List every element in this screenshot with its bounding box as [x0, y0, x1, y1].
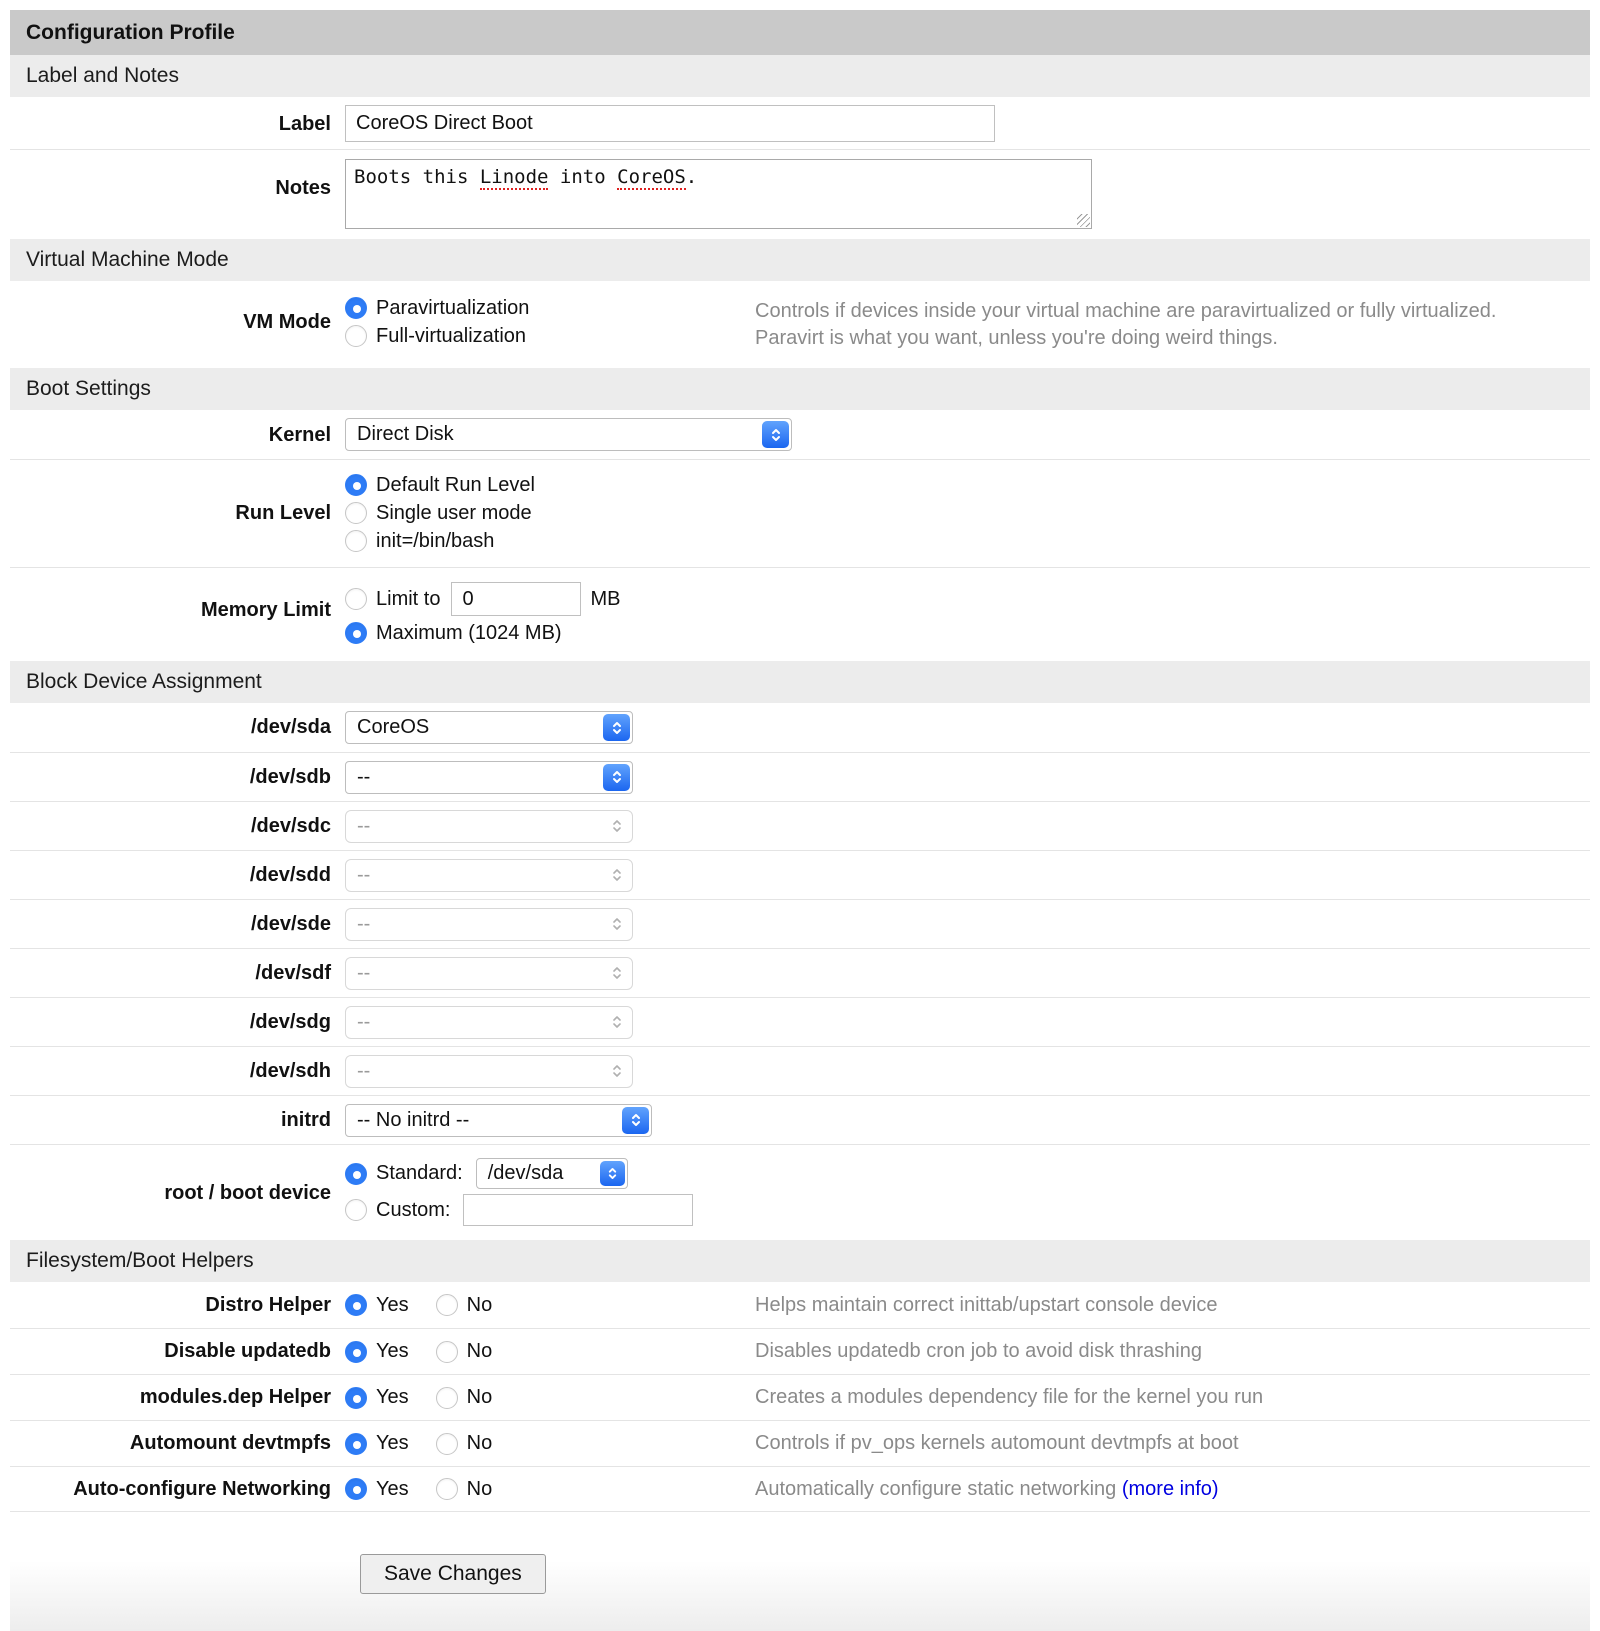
device-row-sdg	[10, 997, 1590, 1046]
notes-text: into	[548, 166, 618, 188]
single-user-mode-radio[interactable]	[345, 502, 367, 524]
helper-row-updatedb	[10, 1328, 1590, 1374]
device-row-sdd	[10, 850, 1590, 899]
dev-sdb-label: /dev/sdb	[249, 765, 331, 788]
dev-sde-label: /dev/sde	[250, 912, 331, 935]
select-spinner-icon	[762, 421, 789, 448]
yes-label: Yes	[376, 1432, 409, 1454]
kernel-select-value: Direct Disk	[357, 423, 454, 445]
section-heading: Label and Notes	[26, 64, 179, 87]
default-run-level-radio[interactable]	[345, 474, 367, 496]
paravirtualization-radio[interactable]	[345, 297, 367, 319]
yes-label: Yes	[376, 1293, 409, 1316]
disable-updatedb-yes-radio[interactable]	[345, 1341, 367, 1363]
dev-sdd-select-value: --	[357, 863, 371, 886]
single-user-mode-label: Single user mode	[376, 501, 532, 524]
select-spinner-icon	[622, 1107, 649, 1134]
kernel-label: Kernel	[268, 424, 331, 446]
section-heading: Virtual Machine Mode	[26, 248, 229, 271]
auto-configure-networking-label: Auto-configure Networking	[73, 1477, 331, 1500]
distro-helper-no-radio[interactable]	[436, 1294, 458, 1316]
textarea-resize-grip[interactable]	[1077, 214, 1090, 227]
dev-sdc-select	[345, 810, 633, 843]
select-spinner-icon	[603, 1009, 630, 1036]
section-heading: Filesystem/Boot Helpers	[26, 1249, 254, 1272]
dev-sdb-select[interactable]	[345, 761, 633, 794]
select-spinner-icon	[603, 911, 630, 938]
dev-sda-select-value: CoreOS	[357, 716, 430, 738]
auto-configure-networking-yes-radio[interactable]	[345, 1478, 367, 1500]
notes-text: Boots this	[354, 166, 480, 188]
disable-updatedb-no-radio[interactable]	[436, 1341, 458, 1363]
kernel-select[interactable]	[345, 418, 792, 451]
modules-dep-yes-radio[interactable]	[345, 1387, 367, 1409]
vm-mode-help	[755, 294, 1590, 352]
memory-limit-label: Memory Limit	[200, 599, 331, 621]
save-changes-button[interactable]: Save Changes	[360, 1554, 546, 1594]
init-bin-bash-label: init=/bin/bash	[376, 529, 495, 552]
device-row-sde	[10, 899, 1590, 948]
dev-sde-select	[345, 908, 633, 941]
notes-misspelled-word: CoreOS	[617, 166, 686, 188]
distro-helper-yes-radio[interactable]	[345, 1294, 367, 1316]
automount-devtmpfs-help: Controls if pv_ops kernels automount devtmpfs at boot	[755, 1432, 1239, 1454]
select-spinner-icon	[603, 714, 630, 741]
helper-row-distro	[10, 1282, 1590, 1328]
dev-sdh-label: /dev/sdh	[249, 1059, 331, 1082]
helper-row-devtmpfs	[10, 1420, 1590, 1466]
custom-device-radio[interactable]	[345, 1199, 367, 1221]
dev-sdh-select-value: --	[357, 1059, 371, 1082]
section-label-and-notes	[10, 55, 1590, 97]
configuration-profile-page	[10, 10, 1590, 1631]
vm-mode-row	[10, 281, 1590, 368]
notes-field-label: Notes	[275, 177, 331, 199]
auto-configure-networking-help	[755, 1476, 1590, 1503]
initrd-label: initrd	[281, 1108, 331, 1131]
device-row-sdb	[10, 752, 1590, 801]
kernel-row	[10, 410, 1590, 459]
modules-dep-no-radio[interactable]	[436, 1387, 458, 1409]
helper-row-modules-dep	[10, 1374, 1590, 1420]
run-level-row	[10, 459, 1590, 567]
section-virtual-machine-mode	[10, 239, 1590, 281]
dev-sde-select-value: --	[357, 912, 371, 935]
limit-to-label: Limit to	[376, 587, 441, 610]
dev-sda-label: /dev/sda	[250, 716, 331, 738]
label-row	[10, 97, 1590, 149]
standard-device-radio[interactable]	[345, 1163, 367, 1185]
modules-dep-help: Creates a modules dependency file for the kernel you run	[755, 1386, 1264, 1408]
dev-sdg-label: /dev/sdg	[249, 1010, 331, 1033]
device-row-sda	[10, 703, 1590, 752]
memory-limit-input[interactable]	[451, 582, 581, 616]
modules-dep-helper-label: modules.dep Helper	[139, 1386, 331, 1408]
section-heading: Block Device Assignment	[26, 670, 262, 693]
notes-misspelled-word: Linode	[479, 166, 549, 188]
root-boot-device-label: root / boot device	[164, 1182, 331, 1204]
select-spinner-icon	[603, 813, 630, 840]
standard-device-label: Standard:	[376, 1162, 463, 1184]
no-label: No	[466, 1340, 493, 1362]
init-bin-bash-radio[interactable]	[345, 530, 367, 552]
custom-device-input[interactable]	[463, 1194, 693, 1226]
standard-device-select-value: /dev/sda	[487, 1162, 564, 1184]
initrd-select[interactable]	[345, 1104, 652, 1137]
full-virtualization-radio[interactable]	[345, 325, 367, 347]
footer	[10, 1512, 1590, 1631]
memory-unit-label: MB	[590, 587, 621, 610]
dev-sdf-select-value: --	[357, 961, 371, 984]
device-row-sdh	[10, 1046, 1590, 1095]
dev-sdc-label: /dev/sdc	[250, 814, 331, 837]
root-boot-device-row	[10, 1144, 1590, 1240]
yes-label: Yes	[376, 1477, 409, 1500]
dev-sdg-select-value: --	[357, 1010, 371, 1033]
automount-devtmpfs-yes-radio[interactable]	[345, 1433, 367, 1455]
distro-helper-help: Helps maintain correct inittab/upstart console device	[755, 1293, 1218, 1316]
limit-to-radio[interactable]	[345, 588, 367, 610]
dev-sdg-select	[345, 1006, 633, 1039]
disable-updatedb-label: Disable updatedb	[164, 1340, 331, 1362]
run-level-label: Run Level	[235, 502, 331, 524]
full-virtualization-label: Full-virtualization	[376, 324, 527, 347]
auto-configure-networking-no-radio[interactable]	[436, 1478, 458, 1500]
distro-helper-label: Distro Helper	[205, 1293, 331, 1316]
default-run-level-label: Default Run Level	[376, 473, 535, 496]
dev-sdf-label: /dev/sdf	[255, 961, 331, 984]
paravirtualization-label: Paravirtualization	[376, 296, 530, 319]
dev-sdh-select	[345, 1055, 633, 1088]
maximum-memory-label: Maximum (1024 MB)	[376, 621, 562, 644]
section-boot-settings	[10, 368, 1590, 410]
notes-row	[10, 149, 1590, 239]
notes-textarea[interactable]	[345, 159, 1092, 229]
vm-mode-label: VM Mode	[243, 311, 331, 333]
vm-mode-help-line1: Controls if devices inside your virtual machine are paravirtualized or fully virtualized.	[755, 300, 1497, 322]
vm-mode-help-line2: Paravirt is what you want, unless you're doing weird things.	[755, 327, 1278, 349]
initrd-select-value: -- No initrd --	[357, 1108, 470, 1131]
disable-updatedb-help: Disables updatedb cron job to avoid disk thrashing	[755, 1340, 1202, 1362]
page-title-bar	[10, 10, 1590, 55]
maximum-memory-radio[interactable]	[345, 622, 367, 644]
dev-sdd-label: /dev/sdd	[249, 863, 331, 886]
no-label: No	[466, 1293, 493, 1316]
select-spinner-icon	[603, 1058, 630, 1085]
no-label: No	[466, 1432, 493, 1454]
device-row-sdf	[10, 948, 1590, 997]
helper-row-networking	[10, 1466, 1590, 1512]
select-spinner-icon	[603, 862, 630, 889]
dev-sdb-select-value: --	[357, 765, 371, 788]
page-title: Configuration Profile	[26, 20, 235, 44]
no-label: No	[466, 1386, 493, 1408]
device-row-sdc	[10, 801, 1590, 850]
select-spinner-icon	[603, 960, 630, 987]
dev-sda-select[interactable]	[345, 711, 633, 744]
more-info-link[interactable]: (more info)	[1121, 1477, 1219, 1500]
yes-label: Yes	[376, 1340, 409, 1362]
dev-sdc-select-value: --	[357, 814, 371, 837]
yes-label: Yes	[376, 1386, 409, 1408]
section-block-device-assignment	[10, 661, 1590, 703]
automount-devtmpfs-no-radio[interactable]	[436, 1433, 458, 1455]
notes-text: .	[685, 166, 698, 188]
auto-configure-networking-help-text: Automatically configure static networking	[755, 1477, 1122, 1500]
initrd-row	[10, 1095, 1590, 1144]
label-field-label: Label	[278, 113, 331, 135]
no-label: No	[466, 1477, 493, 1500]
label-input[interactable]	[345, 105, 995, 142]
memory-limit-row	[10, 567, 1590, 661]
dev-sdf-select	[345, 957, 633, 990]
section-heading: Boot Settings	[26, 377, 151, 400]
standard-device-select[interactable]	[476, 1158, 628, 1189]
section-filesystem-boot-helpers	[10, 1240, 1590, 1282]
select-spinner-icon	[600, 1161, 625, 1186]
dev-sdd-select	[345, 859, 633, 892]
automount-devtmpfs-label: Automount devtmpfs	[129, 1432, 331, 1454]
select-spinner-icon	[603, 764, 630, 791]
custom-device-label: Custom:	[376, 1198, 451, 1221]
